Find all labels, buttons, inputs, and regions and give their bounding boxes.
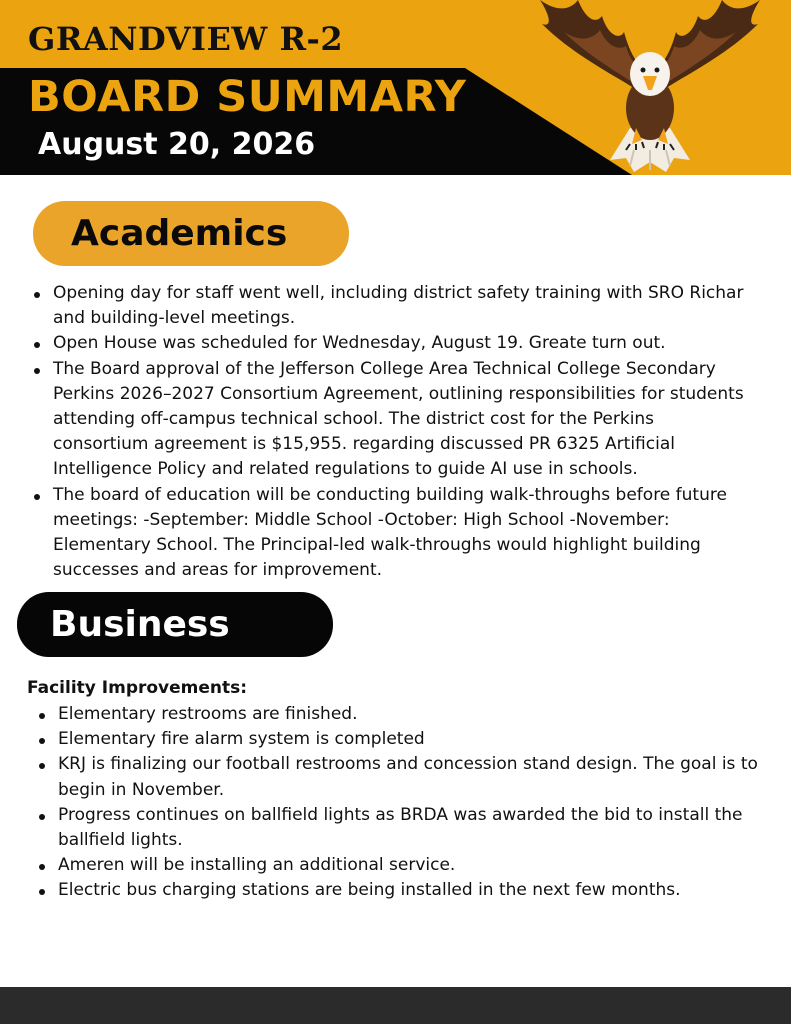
- section-header-business: [17, 592, 333, 657]
- list-item: Elementary fire alarm system is completed: [32, 727, 777, 752]
- line-text: attending off-campus technical school. The district cost for the Perkins: [53, 409, 655, 430]
- academics-heading: Academics: [71, 213, 288, 254]
- footer-bar: [0, 987, 791, 1024]
- list-item: [27, 281, 791, 331]
- list-item: Ameren will be installing an additional service.: [32, 853, 777, 878]
- list-item: Elementary restrooms are finished.: [32, 702, 777, 727]
- meeting-date: August 20, 2026: [38, 127, 316, 162]
- line-text: successes and areas for improvement.: [53, 560, 383, 581]
- business-heading: Business: [50, 604, 230, 645]
- list-item: [27, 357, 791, 483]
- line-text: and building-level meetings.: [53, 308, 296, 329]
- business-list: [32, 702, 777, 904]
- line-text: Perkins 2026–2027 Consortium Agreement, outlining responsibilities for students: [53, 383, 744, 404]
- section-header-academics: [33, 201, 349, 266]
- list-item: [27, 331, 791, 356]
- list-item: Electric bus charging stations are being installed in the next few months.: [32, 878, 777, 903]
- facility-improvements-heading: Facility Improvements:: [27, 678, 248, 698]
- line-text: meetings: -September: Middle School -October: High School -November:: [53, 509, 670, 530]
- line-text: The board of education will be conducting building walk-throughs before future: [53, 484, 727, 505]
- line-text: Opening day for staff went well, including district safety training with SRO Richar: [53, 283, 744, 303]
- list-item: Progress continues on ballfield lights as BRDA was awarded the bid to install the ballfield lights.: [32, 803, 777, 853]
- line-text: Intelligence Policy and related regulations to guide AI use in schools.: [53, 459, 638, 480]
- list-item: KRJ is finalizing our football restrooms and concession stand design. The goal is to begin in November.: [32, 752, 777, 802]
- academics-list: [27, 281, 791, 583]
- line-text: Elementary School. The Principal-led walk-throughs would highlight building: [53, 535, 701, 556]
- list-item: [27, 483, 791, 584]
- line-text: The Board approval of the Jefferson College Area Technical College Secondary: [53, 358, 716, 379]
- line-text: Open House was scheduled for Wednesday, August 19. Greate turn out.: [53, 333, 666, 354]
- bald-eagle-icon: [530, 0, 770, 175]
- district-name: GRANDVIEW R-2: [28, 20, 344, 58]
- document-title: BOARD SUMMARY: [28, 72, 467, 122]
- header-banner: [0, 0, 791, 175]
- line-text: consortium agreement is $15,955. regarding discussed PR 6325 Artificial: [53, 434, 675, 455]
